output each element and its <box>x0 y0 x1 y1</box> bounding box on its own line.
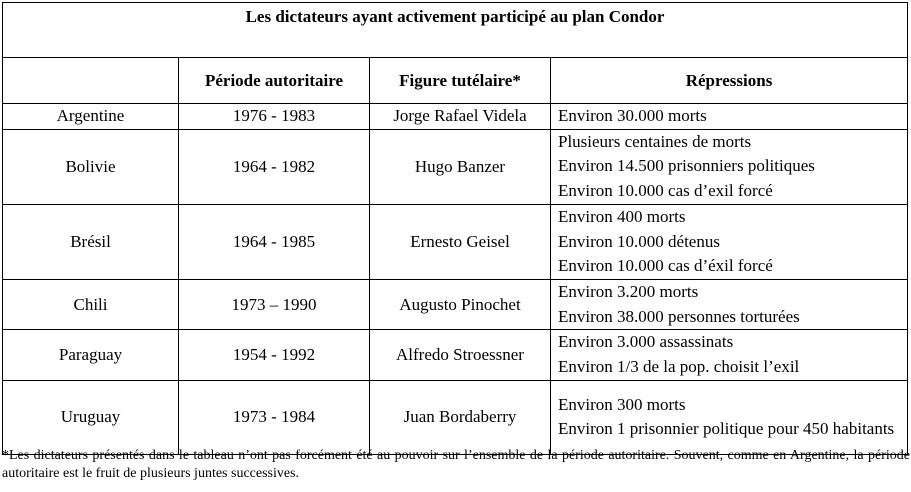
header-repressions: Répressions <box>551 58 908 104</box>
cell-repressions <box>551 104 908 130</box>
header-figure: Figure tutélaire* <box>370 58 551 104</box>
condor-table <box>2 2 908 455</box>
cell-figure: Jorge Rafael Videla <box>370 104 551 130</box>
table-row <box>3 204 908 279</box>
repression-line: Environ 14.500 prisonniers politiques <box>558 156 815 176</box>
table-row <box>3 129 908 204</box>
repression-line: Environ 1/3 de la pop. choisit l’exil <box>558 357 800 377</box>
repression-line: Environ 10.000 cas d’exil forcé <box>558 181 773 201</box>
cell-country: Argentine <box>3 104 179 130</box>
repression-line: Environ 1 prisonnier politique pour 450 habitants <box>558 419 895 439</box>
footnote: *Les dictateurs présentés dans le tableau n’ont pas forcément été au pouvoir sur l’ensemble de la période autoritaire. Souvent, comme en Argentine, la période autoritaire est le fruit de plusieurs juntes successives. <box>2 448 910 481</box>
cell-period: 1976 - 1983 <box>179 104 370 130</box>
cell-country: Paraguay <box>3 330 179 380</box>
cell-figure: Alfredo Stroessner <box>370 330 551 380</box>
cell-repressions <box>551 330 908 380</box>
cell-figure: Augusto Pinochet <box>370 279 551 329</box>
cell-repressions <box>551 129 908 204</box>
cell-repressions <box>551 204 908 279</box>
repression-line: Environ 400 morts <box>558 206 686 226</box>
table-row <box>3 330 908 380</box>
repression-line: Environ 10.000 détenus <box>558 231 720 251</box>
repression-line: Environ 38.000 personnes torturées <box>558 306 800 326</box>
cell-country: Bolivie <box>3 129 179 204</box>
repression-line: Environ 3.000 assassinats <box>558 332 734 352</box>
cell-period: 1964 - 1985 <box>179 204 370 279</box>
table-title: Les dictateurs ayant activement participé au plan Condor <box>3 3 908 58</box>
cell-period: 1964 - 1982 <box>179 129 370 204</box>
cell-period: 1954 - 1992 <box>179 330 370 380</box>
header-period: Période autoritaire <box>179 58 370 104</box>
repression-line: Environ 3.200 morts <box>558 281 699 301</box>
repression-line: Environ 300 morts <box>558 394 686 414</box>
title-row <box>3 3 908 58</box>
cell-country: Uruguay <box>3 380 179 454</box>
cell-figure: Ernesto Geisel <box>370 204 551 279</box>
header-country <box>3 58 179 104</box>
repression-line: Plusieurs centaines de morts <box>558 131 752 151</box>
cell-figure: Hugo Banzer <box>370 129 551 204</box>
cell-country: Brésil <box>3 204 179 279</box>
cell-period: 1973 – 1990 <box>179 279 370 329</box>
cell-figure: Juan Bordaberry <box>370 380 551 454</box>
repression-line: Environ 10.000 cas d’éxil forcé <box>558 256 773 276</box>
table-row <box>3 104 908 130</box>
cell-repressions <box>551 279 908 329</box>
table-body <box>3 104 908 455</box>
table-row <box>3 279 908 329</box>
cell-country: Chili <box>3 279 179 329</box>
header-row <box>3 58 908 104</box>
cell-repressions <box>551 380 908 454</box>
table-row <box>3 380 908 454</box>
cell-period: 1973 - 1984 <box>179 380 370 454</box>
repression-line: Environ 30.000 morts <box>558 106 707 125</box>
